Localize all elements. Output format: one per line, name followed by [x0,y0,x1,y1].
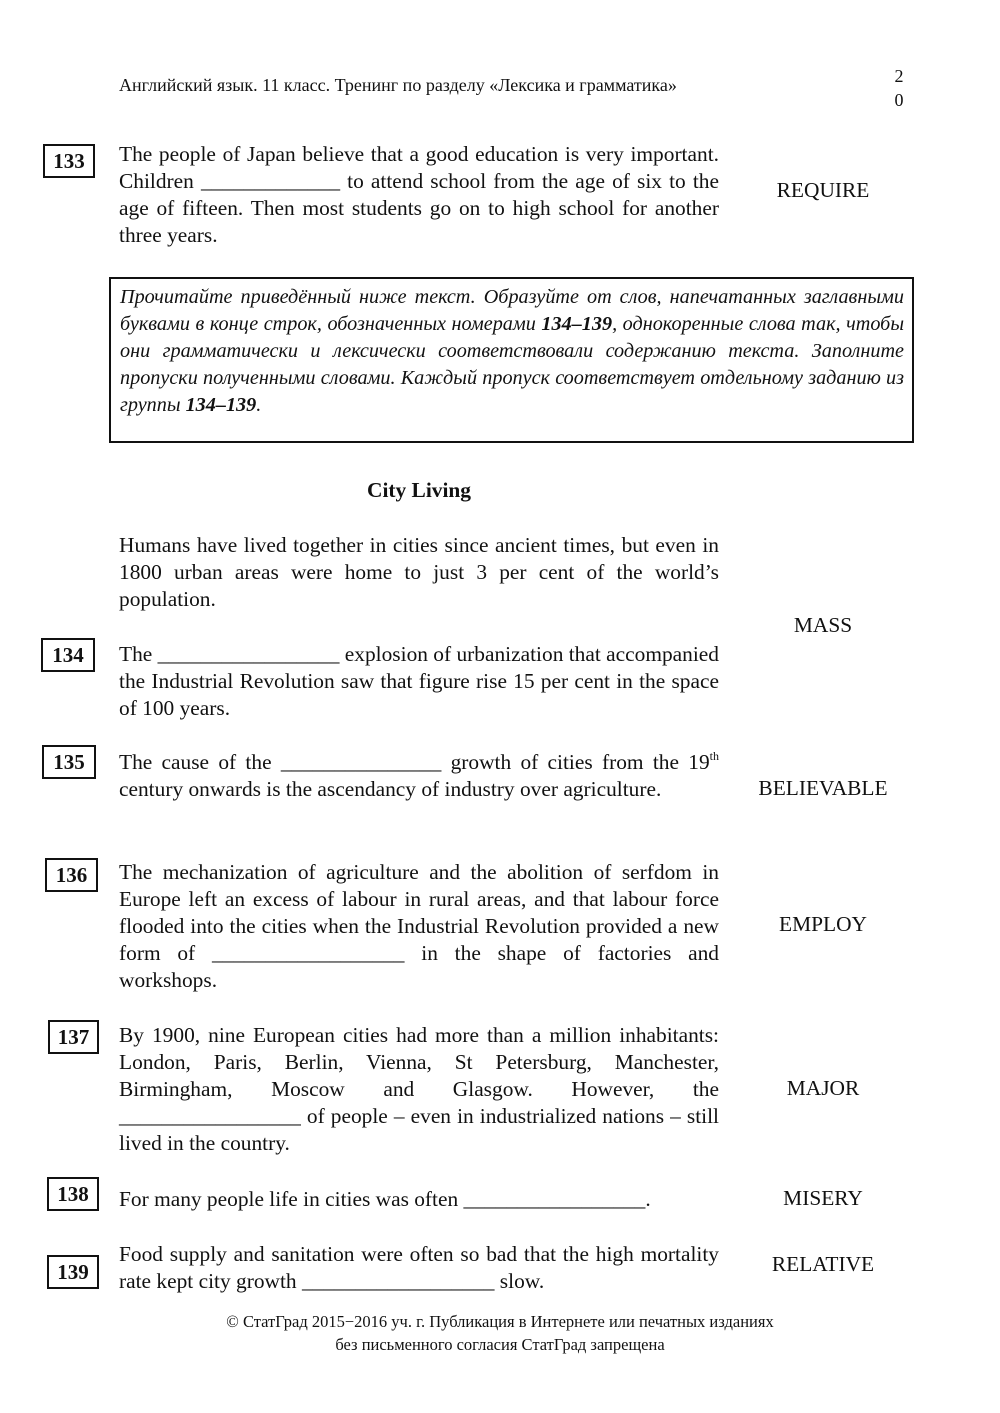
task-number-135: 135 [42,745,96,779]
instruction-part-3: . [256,394,262,416]
instruction-range-1: 134–139 [541,313,613,335]
footer-line-1: © СтатГрад 2015−2016 уч. г. Публикация в Интернете или печатных изданиях [226,1312,774,1331]
task-text-135-after: century onwards is the ascendancy of industry over agriculture. [119,777,662,801]
task-number-139: 139 [47,1255,99,1289]
intro-paragraph: Humans have lived together in cities since ancient times, but even in 1800 urban areas were home to just 3 per cent of the world’s population. [119,533,719,611]
task-word-136: EMPLOY [779,912,867,936]
task-text-135-before: The cause of the _______________ growth of cities from the 19 [119,750,710,774]
task-text-134: The _________________ explosion of urbanization that accompanied the Industrial Revolution saw that figure rise 15 per cent in the space of 100 years. [119,642,719,720]
task-word-138: MISERY [783,1186,863,1210]
instruction-part-2: , однокоренные слова так, чтобы они грамматически и лексически соответствовали содержанию текста. Заполните пропуски полученными словами. Каждый пропуск соответствует отдельному заданию из группы [120,313,904,416]
page-number [891,64,907,112]
task-text-133: The people of Japan believe that a good education is very important. Children _____________ to attend school from the age of six to the age of fifteen. Then most students go on to high school for another three years. [119,142,719,247]
copyright-footer [0,1310,1000,1356]
task-text-139: Food supply and sanitation were often so bad that the high mortality rate kept city growth __________________ slow. [119,1242,719,1293]
page-header: Английский язык. 11 класс. Тренинг по разделу «Лексика и грамматика» [119,75,677,95]
task-word-137: MAJOR [786,1076,860,1100]
instruction-range-2: 134–139 [185,394,257,416]
footer-line-2: без письменного согласия СтатГрад запрещена [335,1335,665,1354]
task-text-137: By 1900, nine European cities had more than a million inhabitants: London, Paris, Berlin, Vienna, St Petersburg, Manchester, Birmingham, Moscow and Glasgow. However, the _________________ of people – even in industrialized nations – still lived in the country. [119,1023,719,1155]
task-number-138: 138 [47,1177,99,1211]
task-number-134: 134 [41,638,95,672]
instruction-box [109,277,914,443]
page-number-line-1: 2 [894,66,904,86]
page-number-line-2: 0 [894,90,904,110]
task-text-136: The mechanization of agriculture and the abolition of serfdom in Europe left an excess of labour in rural areas, and that labour force flooded into the cities when the Industrial Revolution provided a new form of __________________ in the shape of factories and workshops. [119,860,719,992]
task-word-135: BELIEVABLE [758,776,888,800]
task-number-133: 133 [43,144,95,178]
task-word-133: REQUIRE [776,178,870,202]
task-text-135 [119,749,719,803]
task-word-139: RELATIVE [771,1252,875,1276]
text-title: City Living [367,478,471,502]
task-word-134: MASS [793,613,853,637]
task-text-135-superscript: th [709,749,719,763]
task-number-137: 137 [48,1020,99,1054]
instruction-part-1: Прочитайте приведённый ниже текст. Образуйте от слов, напечатанных заглавными буквами в конце строк, обозначенных номерами [120,286,904,335]
task-number-136: 136 [45,858,98,892]
task-text-138: For many people life in cities was often _________________. [119,1187,651,1211]
